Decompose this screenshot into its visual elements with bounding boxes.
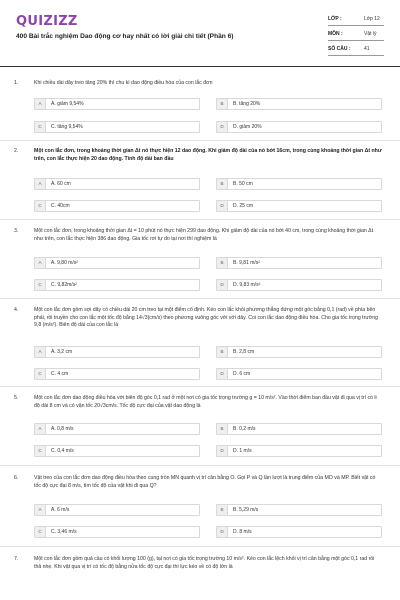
option-c[interactable] — [34, 279, 200, 291]
document-title: 400 Bài trắc nghiệm Dao động cơ hay nhất có lời giải chi tiết (Phần 6) — [16, 33, 234, 40]
option-letter: A — [35, 424, 46, 434]
option-d[interactable] — [216, 121, 382, 133]
option-value: D. giảm 20% — [233, 124, 262, 130]
question-text: Một con lắc đơn dao động điều hòa với biên độ góc 0,1 rad ở một nơi có gia tốc trọng trường g = 10 m/s². Vào thời điểm ban đầu vật đi qua vị trí có li độ dài 8 cm và có vận tốc 20√3cm/s. Tốc độ cực đại của vật dao động là — [34, 395, 377, 409]
option-value: B. 9,81 m/s² — [233, 260, 260, 266]
option-value: B. 2,8 cm — [233, 349, 255, 355]
option-a[interactable] — [34, 178, 200, 190]
question-text: Một con lắc đơn, trong khoảng thời gian Δt nó thực hiện 12 dao động. Khi giảm độ dài của nó bớt 16cm, trong cùng khoảng thời gian Δt như trên, con lắc thực hiện 20 dao động. Tính độ dài ban đầu — [34, 148, 382, 162]
question-divider — [0, 386, 400, 387]
question-number: 3. — [14, 228, 19, 234]
question-text: Một con lắc đơn gồm quả cầu có khối lượng 100 (g), tại nơi có gia tốc trọng trường 10 m/s². Kéo con lắc lệch khỏi vị trí cân bằng một góc 0,1 rad rồi thả nhẹ. Khi vật qua vị trí có tốc độ bằng nửa tốc độ cực đại thì lực kéo về có độ lớn là — [34, 556, 375, 570]
option-b[interactable] — [216, 346, 382, 358]
option-a[interactable] — [34, 98, 200, 110]
option-c[interactable] — [34, 526, 200, 538]
option-value: D. 25 cm — [233, 203, 254, 209]
option-value: C. 9,82m/s² — [51, 282, 77, 288]
question-text: Vật treo của con lắc đơn dao động điều hòa theo cung tròn MN quanh vị trí cân bằng O. Gọi P và Q lần lượt là trung điểm của MO và MP. Biết vật có tốc độ cực đại 8 m/s, tìm tốc độ của vật khi đi qua Q? — [34, 475, 376, 489]
option-letter: B — [217, 347, 228, 357]
question-number: 1. — [14, 80, 19, 86]
option-c[interactable] — [34, 368, 200, 380]
option-c[interactable] — [34, 200, 200, 212]
option-letter: A — [35, 179, 46, 189]
question-text: Một con lắc đơn, trong khoảng thời gian Δt = 10 phút nó thực hiện 299 dao động. Khi giảm độ dài của nó bớt 40 cm, trong cùng khoảng thời gian Δt như trên, con lắc thực hiện 386 dao động. Gia tốc rơi tự do tại nơi thí nghiệm là — [34, 228, 374, 242]
option-value: C. tăng 9,54% — [51, 124, 83, 130]
option-a[interactable] — [34, 504, 200, 516]
option-value: D. 8 m/s — [233, 529, 252, 535]
option-value: D. 6 cm — [233, 371, 251, 377]
option-a[interactable] — [34, 257, 200, 269]
option-letter: C — [35, 280, 46, 290]
option-b[interactable] — [216, 423, 382, 435]
header-divider — [0, 66, 400, 67]
option-letter: B — [217, 179, 228, 189]
option-value: C. 3,46 m/s — [51, 529, 77, 535]
option-letter: C — [35, 122, 46, 132]
option-letter: B — [217, 505, 228, 515]
meta-class-key: LỚP : — [328, 16, 342, 22]
option-b[interactable] — [216, 178, 382, 190]
option-b[interactable] — [216, 257, 382, 269]
question-number: 7. — [14, 556, 19, 562]
question-number: 6. — [14, 475, 19, 481]
meta-subject-value: Vật lý — [364, 31, 377, 37]
option-d[interactable] — [216, 526, 382, 538]
option-value: C. 4 cm — [51, 371, 69, 377]
option-letter: C — [35, 369, 46, 379]
option-value: C. 0,4 m/s — [51, 448, 74, 454]
option-value: B. tăng 20% — [233, 101, 261, 107]
option-c[interactable] — [34, 121, 200, 133]
question-text: Khi chiều dài dây treo tăng 20% thì chu kì dao động điều hòa của con lắc đơn — [34, 80, 213, 86]
option-letter: A — [35, 505, 46, 515]
question-divider — [0, 140, 400, 141]
option-d[interactable] — [216, 445, 382, 457]
question-divider — [0, 546, 400, 547]
option-b[interactable] — [216, 504, 382, 516]
option-letter: B — [217, 424, 228, 434]
option-value: A. 6 m/s — [51, 507, 70, 513]
option-value: D. 1 m/s — [233, 448, 252, 454]
option-value: B. 50 cm — [233, 181, 253, 187]
option-letter: D — [217, 122, 228, 132]
option-letter: C — [35, 446, 46, 456]
question-number: 5. — [14, 395, 19, 401]
option-letter: C — [35, 201, 46, 211]
option-a[interactable] — [34, 346, 200, 358]
option-value: B. 5,29 m/s — [233, 507, 259, 513]
option-letter: D — [217, 280, 228, 290]
option-letter: D — [217, 201, 228, 211]
option-letter: D — [217, 446, 228, 456]
option-a[interactable] — [34, 423, 200, 435]
option-value: A. 60 cm — [51, 181, 71, 187]
option-letter: D — [217, 527, 228, 537]
question-number: 2. — [14, 148, 19, 154]
option-value: A. 3,2 cm — [51, 349, 73, 355]
quizizz-logo: QUIZIZZ — [16, 14, 78, 29]
option-value: D. 9,83 m/s² — [233, 282, 261, 288]
option-letter: D — [217, 369, 228, 379]
option-letter: C — [35, 527, 46, 537]
option-d[interactable] — [216, 368, 382, 380]
option-d[interactable] — [216, 200, 382, 212]
option-d[interactable] — [216, 279, 382, 291]
meta-count-value: 41 — [364, 46, 370, 52]
option-value: A. 9,80 m/s² — [51, 260, 78, 266]
question-divider — [0, 465, 400, 466]
question-number: 4. — [14, 307, 19, 313]
meta-count-key: SỐ CÂU : — [328, 46, 351, 52]
option-value: C. 40cm — [51, 203, 70, 209]
option-c[interactable] — [34, 445, 200, 457]
option-letter: B — [217, 258, 228, 268]
option-letter: A — [35, 258, 46, 268]
option-b[interactable] — [216, 98, 382, 110]
meta-subject-key: MÔN : — [328, 31, 343, 37]
question-divider — [0, 298, 400, 299]
option-value: A. 0,8 m/s — [51, 426, 74, 432]
option-value: A. giảm 9,54% — [51, 101, 84, 107]
page-header — [0, 0, 400, 70]
meta-class-value: Lớp 12 — [364, 16, 380, 22]
option-letter: A — [35, 347, 46, 357]
option-letter: A — [35, 99, 46, 109]
option-letter: B — [217, 99, 228, 109]
option-value: B. 0,2 m/s — [233, 426, 256, 432]
question-divider — [0, 219, 400, 220]
question-text: Một con lắc đơn gồm sợi dây có chiều dài 20 cm treo tại một điểm cố định. Kéo con lắc khỏi phương thẳng đứng một góc bằng 0,1 (rad) về phía bên phải, rồi truyền cho con lắc một tốc độ bằng 14√3(cm/s) theo phương vuông góc với với dây. Coi con lắc dao động điều hòa. Cho gia tốc trọng trường 9,8 (m/s²). Biên độ dài của con lắc là — [34, 307, 378, 328]
